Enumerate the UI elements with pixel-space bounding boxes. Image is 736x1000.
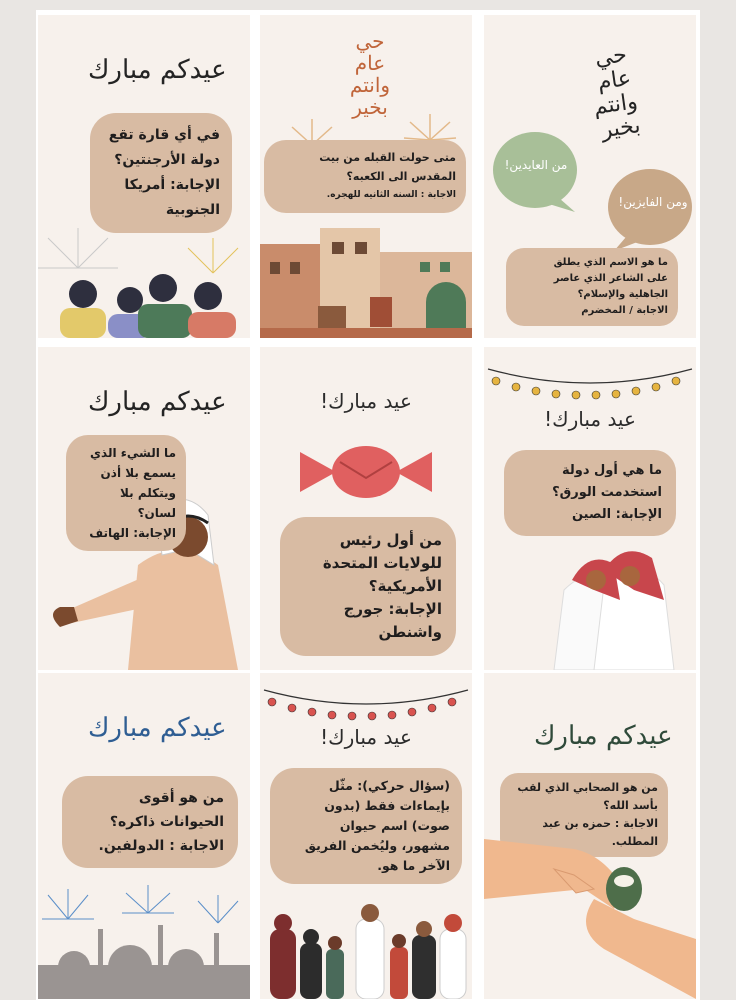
question-line: الأمريكية؟ (368, 577, 442, 595)
badge-text-b: من العايدين! (504, 158, 568, 172)
question-line: يسمع بلا أذن (100, 466, 176, 480)
answer-line: واشنطن (378, 623, 442, 641)
family-illustration (260, 899, 472, 999)
question-bubble (506, 248, 678, 326)
candy-icon (296, 442, 436, 502)
question-line: متى حولت القبله من بيت (319, 151, 456, 164)
question-line: لسان؟ (137, 506, 176, 520)
question-line: ما هو الاسم الذي يطلق (553, 257, 668, 268)
question-bubble (62, 776, 238, 868)
question-line: صوت) اسم حيوان (339, 818, 450, 833)
badge-text-a: ومن الفايزين! (618, 195, 688, 209)
question-line: بأسد الله؟ (603, 799, 658, 812)
question-bubble (90, 113, 232, 233)
question-line: ما هي أول دولة (561, 463, 662, 478)
collage-sheet (36, 10, 700, 1000)
card-top-right (484, 15, 696, 338)
card-heading: عيد مبارك! (544, 407, 636, 431)
answer-line: الاجابة : السنه الثانيه للهجره. (326, 190, 456, 200)
card-middle-right (484, 347, 696, 670)
question-line: الحيوانات ذاكره؟ (109, 814, 224, 830)
card-bottom-left (38, 673, 250, 999)
question-bubble (504, 450, 676, 536)
men-embracing-illustration (534, 540, 694, 670)
answer-line: الإجابة: جورج (343, 600, 442, 618)
string-lights-decoration (484, 357, 696, 397)
question-line: للولايات المتحدة (322, 554, 442, 572)
card-heading: عيدكم مبارك (88, 55, 227, 85)
card-heading: عيدكم مبارك (88, 387, 227, 417)
question-line: على الشاعر الذي عاصر (553, 273, 668, 284)
card-middle-center (260, 347, 472, 670)
question-line: في أي قارة تقع (108, 127, 220, 143)
card-middle-left (38, 347, 250, 670)
card-heading: عيدكم مبارك (88, 713, 227, 743)
question-line: من هو الصحابي الذي لقب (517, 781, 658, 794)
card-bottom-right (484, 673, 696, 999)
card-heading: عيد مبارك! (320, 725, 412, 749)
string-lights-decoration (260, 678, 472, 718)
answer-line: الاجابة : الدولفين. (98, 838, 224, 854)
question-line: المقدس الى الكعبه؟ (346, 170, 456, 183)
card-top-middle (260, 15, 472, 338)
hands-giving-gift-illustration (484, 829, 696, 999)
question-line: بإيماءات فقط (بدون (324, 798, 450, 813)
question-bubble (280, 517, 456, 656)
question-line: الجاهلية والإسلام؟ (577, 289, 668, 300)
question-line: (سؤال حركي): مثّل (328, 778, 450, 793)
question-line: من أول رئيس (339, 531, 442, 549)
card-heading: حي عام وانتم بخير (349, 29, 391, 119)
card-top-left (38, 15, 250, 338)
people-watching-fireworks-illustration (38, 228, 250, 338)
question-line: دولة الأرجنتين؟ (114, 152, 220, 168)
question-line: ويتكلم بلا (120, 486, 176, 500)
answer-line: الاجابة : حمزه بن عبد (542, 817, 658, 830)
answer-line: المطلب. (611, 835, 658, 848)
question-line: مشهور، وليُخمن الفريق (304, 838, 450, 853)
answer-line: الجنوبية (165, 202, 220, 218)
old-houses-illustration (260, 222, 472, 338)
card-heading: حي عام وانتم بخير (591, 42, 643, 144)
question-bubble (270, 768, 462, 884)
question-line: استخدمت الورق؟ (552, 485, 662, 500)
question-line: من هو أقوى (138, 790, 224, 806)
answer-line: الإجابة: أمريكا (124, 177, 220, 193)
question-bubble (66, 435, 186, 551)
answer-line: الاجابة / المخضرم (581, 305, 668, 316)
mosque-fireworks-illustration (38, 889, 250, 999)
question-line: ما الشيء الذي (90, 446, 176, 460)
card-bottom-middle (260, 673, 472, 999)
card-heading: عيد مبارك! (320, 389, 412, 413)
question-bubble (264, 140, 466, 213)
answer-line: الإجابة: الصين (571, 507, 662, 522)
answer-line: الإجابة: الهاتف (89, 526, 176, 540)
card-heading: عيدكم مبارك (534, 721, 673, 751)
question-line: الآخر ما هو. (377, 858, 450, 873)
